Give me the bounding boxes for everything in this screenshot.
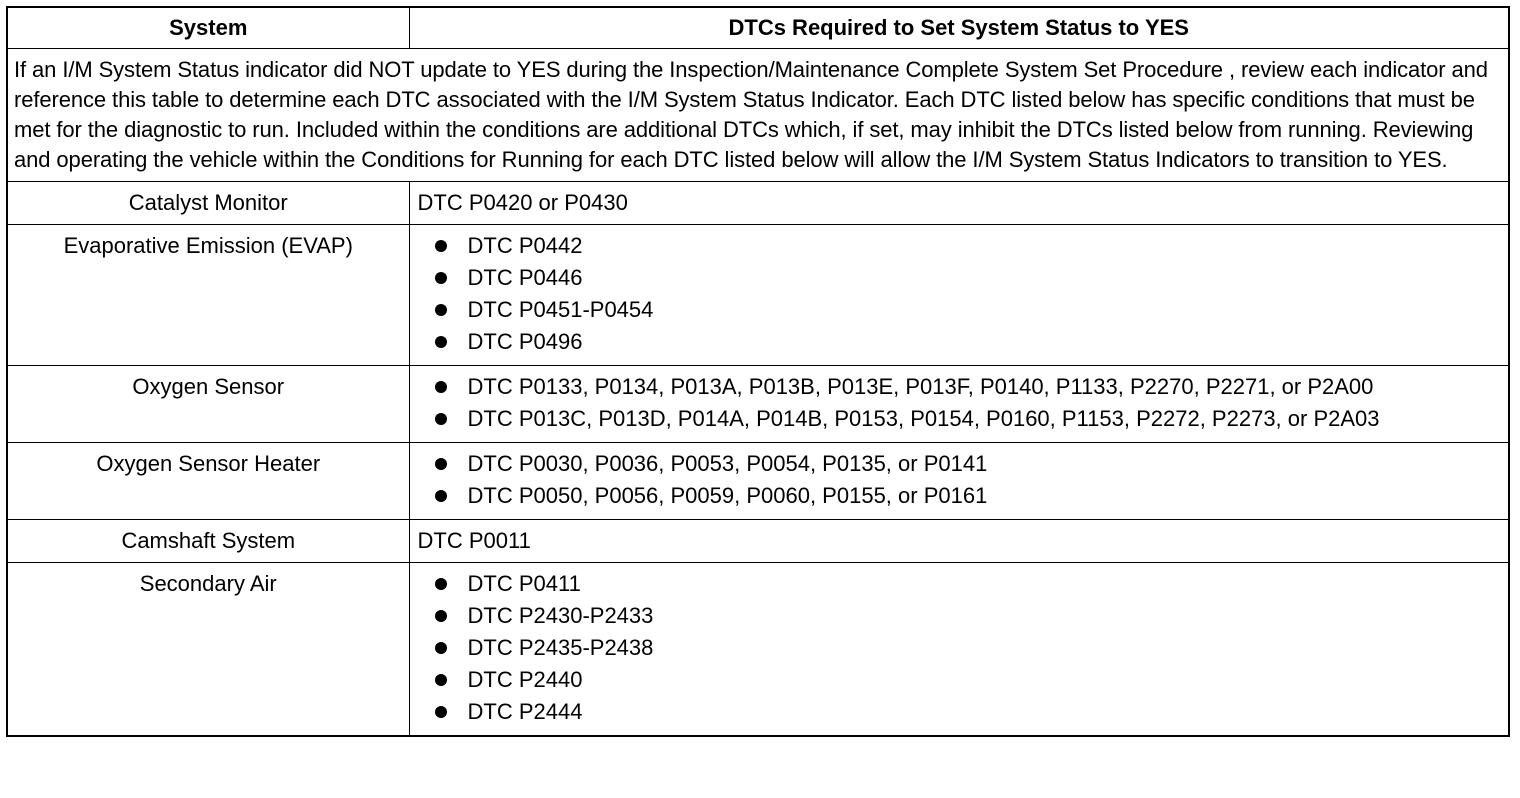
header-dtcs: DTCs Required to Set System Status to YES bbox=[409, 7, 1509, 49]
dtc-text: DTC P0420 or P0430 bbox=[417, 190, 628, 215]
bullet-icon bbox=[435, 336, 447, 348]
dtc-code: DTC P0050, P0056, P0059, P0060, P0155, or P0161 bbox=[467, 483, 988, 508]
intro-row bbox=[7, 49, 1509, 182]
table-row bbox=[7, 182, 1509, 225]
system-name: Evaporative Emission (EVAP) bbox=[7, 225, 409, 366]
header-system: System bbox=[7, 7, 409, 49]
table-row bbox=[7, 225, 1509, 366]
dtc-cell bbox=[409, 520, 1509, 563]
system-name: Oxygen Sensor Heater bbox=[7, 443, 409, 520]
system-name: Secondary Air bbox=[7, 563, 409, 737]
dtc-code: DTC P0451-P0454 bbox=[467, 297, 654, 322]
bullet-icon bbox=[435, 304, 447, 316]
dtc-list bbox=[418, 372, 1505, 434]
list-item bbox=[418, 481, 1505, 511]
dtc-code: DTC P0442 bbox=[467, 233, 583, 258]
dtc-cell bbox=[409, 443, 1509, 520]
dtc-list bbox=[418, 569, 1505, 727]
bullet-icon bbox=[435, 642, 447, 654]
dtc-cell bbox=[409, 225, 1509, 366]
im-system-status-table bbox=[6, 6, 1510, 737]
dtc-code: DTC P0030, P0036, P0053, P0054, P0135, or P0141 bbox=[467, 451, 988, 476]
list-item bbox=[418, 372, 1505, 402]
dtc-code: DTC P013C, P013D, P014A, P014B, P0153, P0154, P0160, P1153, P2272, P2273, or P2A03 bbox=[467, 406, 1380, 431]
bullet-icon bbox=[435, 674, 447, 686]
bullet-icon bbox=[435, 458, 447, 470]
list-item bbox=[418, 231, 1505, 261]
dtc-cell bbox=[409, 182, 1509, 225]
table-header-row bbox=[7, 7, 1509, 49]
system-name: Camshaft System bbox=[7, 520, 409, 563]
dtc-cell bbox=[409, 563, 1509, 737]
bullet-icon bbox=[435, 413, 447, 425]
list-item bbox=[418, 263, 1505, 293]
table-row bbox=[7, 366, 1509, 443]
dtc-code: DTC P2430-P2433 bbox=[467, 603, 654, 628]
dtc-cell bbox=[409, 366, 1509, 443]
bullet-icon bbox=[435, 381, 447, 393]
list-item bbox=[418, 449, 1505, 479]
bullet-icon bbox=[435, 610, 447, 622]
table-row bbox=[7, 443, 1509, 520]
list-item bbox=[418, 327, 1505, 357]
dtc-code: DTC P0496 bbox=[467, 329, 583, 354]
bullet-icon bbox=[435, 706, 447, 718]
dtc-code: DTC P0133, P0134, P013A, P013B, P013E, P013F, P0140, P1133, P2270, P2271, or P2A00 bbox=[467, 374, 1374, 399]
list-item bbox=[418, 295, 1505, 325]
dtc-code: DTC P2435-P2438 bbox=[467, 635, 654, 660]
intro-paragraph: If an I/M System Status indicator did NOT update to YES during the Inspection/Maintenance Complete System Set Procedure , review each indicator and reference this table to determine each DTC associated with the I/M System Status Indicator. Each DTC listed below has specific conditions that must be met for the diagnostic to run. Included within the conditions are additional DTCs which, if set, may inhibit the DTCs listed below from running. Reviewing and operating the vehicle within the Conditions for Running for each DTC listed below will allow the I/M System Status Indicators to transition to YES. bbox=[7, 49, 1509, 182]
list-item bbox=[418, 633, 1505, 663]
list-item bbox=[418, 697, 1505, 727]
dtc-list bbox=[418, 231, 1505, 357]
system-name: Oxygen Sensor bbox=[7, 366, 409, 443]
bullet-icon bbox=[435, 490, 447, 502]
list-item bbox=[418, 569, 1505, 599]
dtc-code: DTC P0411 bbox=[467, 571, 581, 596]
bullet-icon bbox=[435, 578, 447, 590]
dtc-code: DTC P2440 bbox=[467, 667, 583, 692]
system-name: Catalyst Monitor bbox=[7, 182, 409, 225]
dtc-text: DTC P0011 bbox=[417, 528, 531, 553]
table-row bbox=[7, 563, 1509, 737]
list-item bbox=[418, 665, 1505, 695]
bullet-icon bbox=[435, 272, 447, 284]
table-row bbox=[7, 520, 1509, 563]
dtc-code: DTC P0446 bbox=[467, 265, 583, 290]
dtc-code: DTC P2444 bbox=[467, 699, 583, 724]
list-item bbox=[418, 601, 1505, 631]
list-item bbox=[418, 404, 1505, 434]
dtc-list bbox=[418, 449, 1505, 511]
bullet-icon bbox=[435, 240, 447, 252]
